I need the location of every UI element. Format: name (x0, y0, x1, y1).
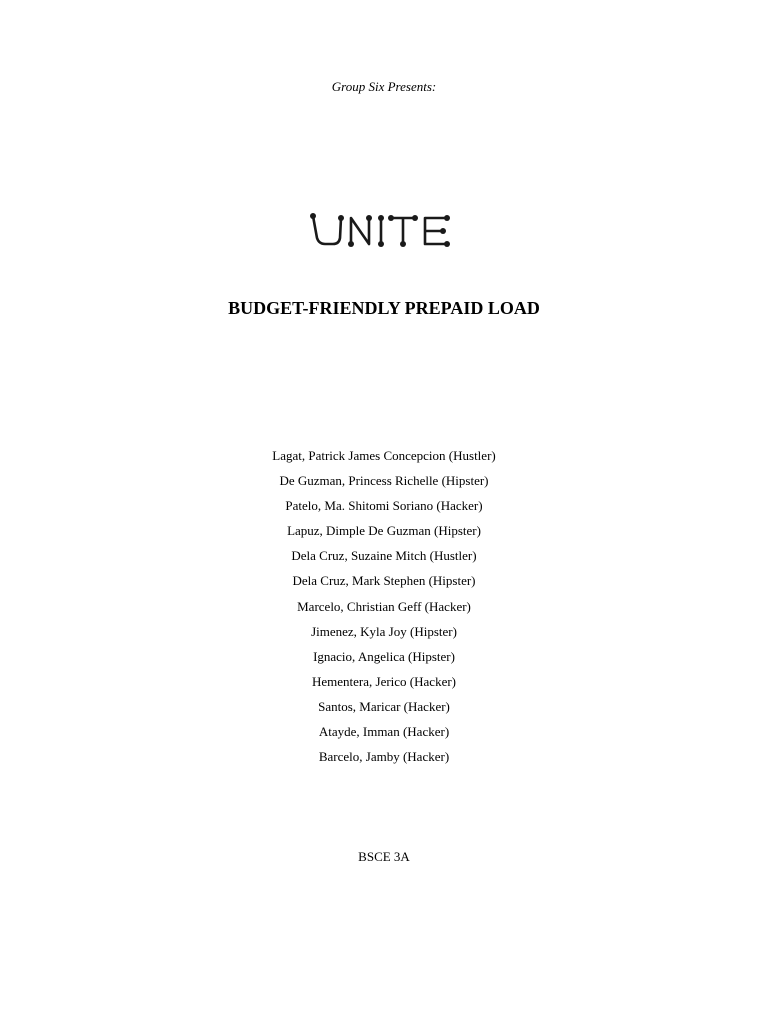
member-name: Santos, Maricar (Hacker) (318, 698, 450, 714)
member-name: Hementera, Jerico (Hacker) (312, 673, 456, 689)
presenter-line: Group Six Presents: (331, 79, 437, 94)
member-name: De Guzman, Princess Richelle (Hipster) (279, 473, 489, 489)
class-section: BSCE 3A (358, 849, 410, 864)
unite-logo-graphic (309, 208, 459, 252)
member-name: Lapuz, Dimple De Guzman (Hipster) (287, 523, 481, 539)
member-name: Ignacio, Angelica (Hipster) (313, 648, 455, 664)
unite-logo (0, 208, 768, 252)
member-name: Barcelo, Jamby (Hacker) (318, 749, 450, 765)
member-list (0, 446, 768, 772)
project-subtitle: BUDGET-FRIENDLY PREPAID LOAD (228, 298, 540, 318)
member-name: Lagat, Patrick James Concepcion (Hustler) (272, 448, 496, 463)
member-name: Patelo, Ma. Shitomi Soriano (Hacker) (285, 498, 483, 514)
member-name: Dela Cruz, Suzaine Mitch (Hustler) (291, 548, 477, 564)
member-name: Jimenez, Kyla Joy (Hipster) (311, 623, 457, 639)
member-name: Atayde, Imman (Hacker) (318, 724, 450, 740)
member-name: Dela Cruz, Mark Stephen (Hipster) (292, 573, 476, 589)
member-name: Marcelo, Christian Geff (Hacker) (297, 598, 471, 614)
